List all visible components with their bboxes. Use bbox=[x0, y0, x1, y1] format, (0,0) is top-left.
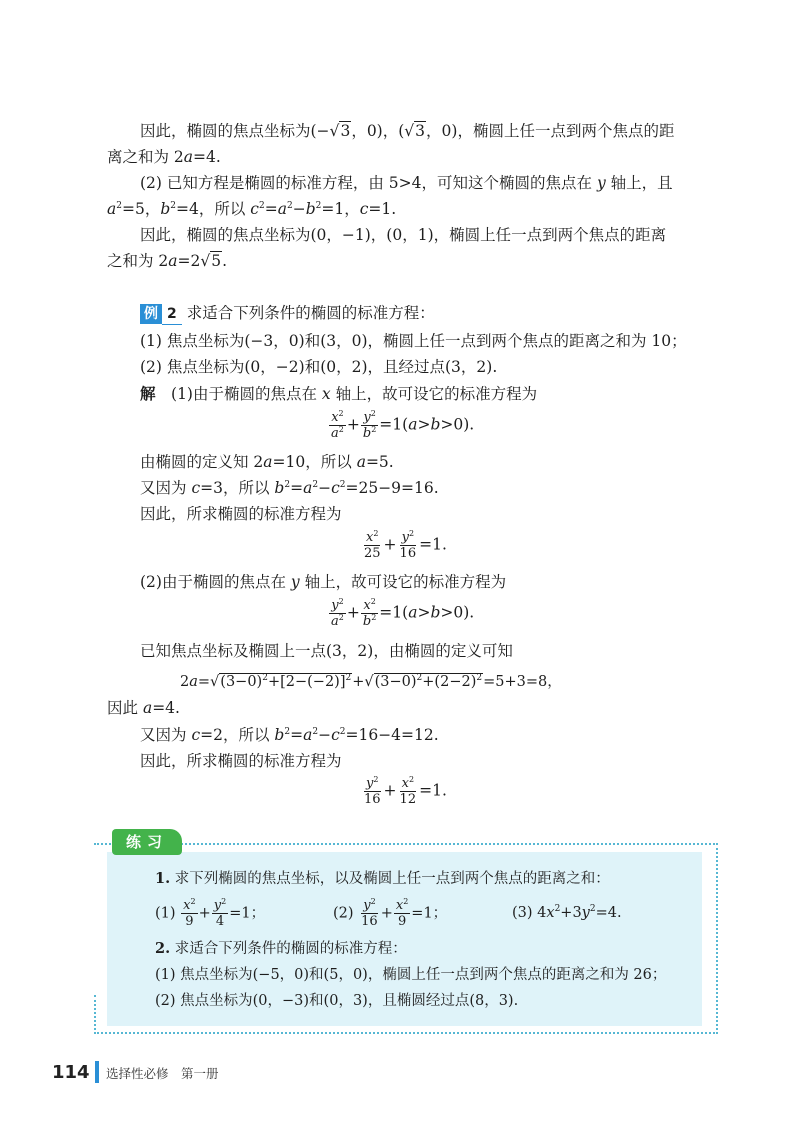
body-p1-line2: 离之和为 2a=4. bbox=[107, 148, 221, 166]
example-2-heading bbox=[140, 302, 435, 325]
footer-accent-bar bbox=[95, 1061, 99, 1083]
book-title: 选择性必修 第一册 bbox=[106, 1066, 219, 1081]
line-thus-1: 因此，所求椭圆的标准方程为 bbox=[140, 505, 342, 523]
equation-3: $\frac{y^2}{a^2}$ + $\frac{x^2}{b^2}$ =1(a>b>0). bbox=[331, 597, 475, 629]
page-number: 114 bbox=[52, 1062, 90, 1083]
solution-part1-intro: 解 (1)由于椭圆的焦点在 x 轴上，故可设它的标准方程为 bbox=[140, 384, 538, 403]
body-p3-line2: 之和为 2a=2√5. bbox=[107, 252, 228, 270]
line-known: 已知焦点坐标及椭圆上一点(3，2)，由椭圆的定义可知 bbox=[140, 642, 513, 660]
solution-part2-intro: (2)由于椭圆的焦点在 y 轴上，故可设它的标准方程为 bbox=[140, 573, 507, 591]
practice-q1-part2: (2) $\frac{y^2}{16}$ + $\frac{x^2}{9}$ =1； bbox=[333, 897, 448, 929]
example-title: 求适合下列条件的椭圆的标准方程： bbox=[186, 304, 435, 322]
body-p2-line1: (2) 已知方程是椭圆的标准方程，由 5>4，可知这个椭圆的焦点在 y 轴上，且 bbox=[140, 174, 673, 192]
body-p2-line2: $a^2=5$，$b^2=4$，所以 $c^2=a^2-b^2=1$，c=1. bbox=[107, 200, 397, 218]
practice-question-1: 1. 求下列椭圆的焦点坐标，以及椭圆上任一点到两个焦点的距离之和： bbox=[155, 870, 610, 887]
practice-tag: 练习 bbox=[112, 829, 182, 855]
practice-question-2: 2. 求适合下列条件的椭圆的标准方程： bbox=[155, 940, 407, 957]
line-definition: 由椭圆的定义知 2a=10，所以 a=5. bbox=[140, 453, 394, 471]
equation-1: $\frac{x^2}{a^2}$ + $\frac{y^2}{b^2}$ =1(a>b>0). bbox=[331, 409, 475, 441]
line-c2-value: 又因为 c=2，所以 $b^2=a^2-c^2=16-4=12$. bbox=[140, 726, 439, 744]
practice-q2-part1: (1) 焦点坐标为(−5，0)和(5，0)，椭圆上任一点到两个焦点的距离之和为 26； bbox=[155, 967, 667, 983]
practice-q1-part3: (3) $4x^2+3y^2=4$. bbox=[512, 904, 622, 921]
body-p1-line1: 因此，椭圆的焦点坐标为(−√3，0)，(√3，0)，椭圆上任一点到两个焦点的距 bbox=[140, 122, 675, 140]
equation-2: $\frac{x^2}{25}$ + $\frac{y^2}{16}$ =1. bbox=[364, 529, 447, 561]
example-condition-1: (1) 焦点坐标为(−3，0)和(3，0)，椭圆上任一点到两个焦点的距离之和为 10； bbox=[140, 332, 687, 350]
practice-q1-part1: (1) $\frac{x^2}{9}$ + $\frac{y^2}{4}$ =1； bbox=[155, 897, 266, 929]
example-number: 2 bbox=[162, 304, 182, 325]
body-p3-line1: 因此，椭圆的焦点坐标为(0，−1)，(0，1)，椭圆上任一点到两个焦点的距离 bbox=[140, 226, 667, 244]
line-a-value: 因此 a=4. bbox=[107, 699, 180, 717]
equation-4: $2a=√(3-0)^2+[2-(-2)]^2+√(3-0)^2+(2-2)^2=5+3=8$， bbox=[180, 673, 562, 690]
line-c-value: 又因为 c=3，所以 $b^2=a^2-c^2=25-9=16$. bbox=[140, 479, 439, 497]
example-badge: 例 bbox=[140, 304, 162, 324]
example-condition-2: (2) 焦点坐标为(0，−2)和(0，2)，且经过点(3，2). bbox=[140, 358, 498, 376]
line-thus-2: 因此，所求椭圆的标准方程为 bbox=[140, 752, 342, 770]
equation-5: $\frac{y^2}{16}$ + $\frac{x^2}{12}$ =1. bbox=[364, 775, 447, 807]
solution-label: 解 bbox=[140, 384, 156, 403]
practice-q2-part2: (2) 焦点坐标为(0，−3)和(0，3)，且椭圆经过点(8，3). bbox=[155, 993, 519, 1009]
practice-frame-left bbox=[94, 995, 96, 1030]
